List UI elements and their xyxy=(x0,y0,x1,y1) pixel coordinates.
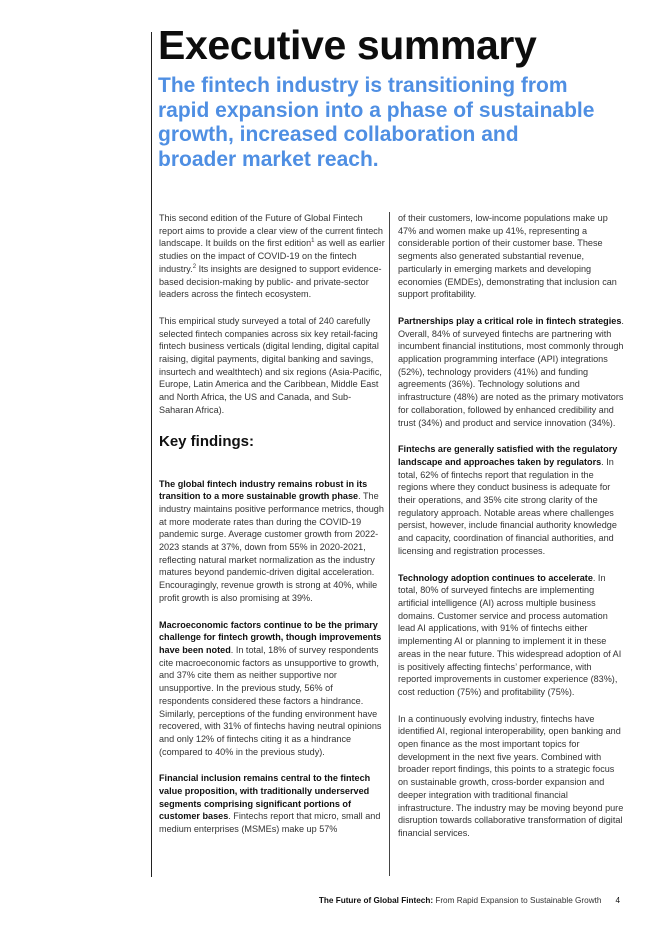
finding-partnerships: Partnerships play a critical role in fintech strategies. Overall, 84% of surveyed fintechs are partnering with incumbent financial institutions, most commonly through application programming interface (API) integrations (52%), technology providers (41%) and funding agreements (36%). Technology solutions and infrastructure (48%) are noted as the primary motivators for collaboration, followed by enhanced credibility and trust (34%) and product and service innovation (34%). xyxy=(398,315,624,428)
finding-regulation: Fintechs are generally satisfied with the regulatory landscape and approaches taken by regulators. In total, 62% of fintechs report that regulation in the regions where they conduct business is adequate for their operations, and 35% cite strong clarity of the regulatory approach. Notable areas where challenges persist, however, include financial authority knowledge and capacity, coordination of financial authorities, and licensing and registration processes. xyxy=(398,444,618,556)
column-divider xyxy=(389,212,390,876)
intro-paragraph-2: This empirical study surveyed a total of 240 carefully selected fintech companies across six key retail-facing fintech business verticals (digital lending, digital capital raising, digital payments, digital banking and savings, insurtech and wealthtech) and six regions (Asia-Pacific, Europe, Latin America and the Caribbean, Middle East and North Africa, the US and Canada, and Sub-Saharan Africa). xyxy=(159,315,382,415)
intro-paragraph-1: This second edition of the Future of Global Fintech report aims to provide a clear view of the current fintech landscape. It builds on the first edition$^1$ as well as earlier studies on the impact of COVID-19 on the fintech industry.$^2$ Its insights are designed to support evidence-based decision-making by public- and private-sector leaders across the fintech ecosystem. xyxy=(159,213,385,300)
finding-technology: Technology adoption continues to accelerate. In total, 80% of surveyed fintechs are implementing artificial intelligence (AI) across multiple business domains. Customer service and process automation lead AI applications, with 91% of fintechs either implementing AI or planning to implement it in these areas in the near future. This widespread adoption of AI is positively affecting fintechs’ performance, with reported improvements in customer experience (83%), cost reduction (75%) and profitability (75%). xyxy=(398,572,622,697)
finding-growth: The global fintech industry remains robust in its transition to a more sustainable growth phase. The industry maintains positive performance metrics, though at more moderate rates than during the COVID-19 pandemic surge. Average customer growth from 2022-2023 stands at 37%, down from 55% in 2020-2021, reflecting natural market normalization as the industry matures beyond pandemic-driven digital acceleration. Encouragingly, revenue growth is strong at 40%, while profit growth is also promising at 39%. xyxy=(159,478,384,603)
finding-macroeconomic: Macroeconomic factors continue to be the primary challenge for fintech growth, though improvements have been noted. In total, 18% of survey respondents cite macroeconomic factors as unsupportive to growth, and 37% cite them as neither supportive nor unsupportive. In the previous study, 56% of respondents considered these factors a hindrance. Similarly, perceptions of the funding environment have recovered, with 31% of fintechs having neutral opinions and only 12% of fintechs citing it as a hindrance (compared to 40% in the previous study). xyxy=(159,619,382,757)
page-footer xyxy=(319,896,620,905)
footer-report-title: The Future of Global Fintech: xyxy=(318,896,434,905)
footer-report-subtitle: From Rapid Expansion to Sustainable Growth xyxy=(433,896,602,905)
page-title: Executive summary xyxy=(158,22,537,68)
title-rule xyxy=(151,32,152,877)
key-findings-heading: Key findings: xyxy=(159,432,255,450)
finding-inclusion-continued: of their customers, low-income populations make up 47% and women make up 41%, representing a considerable portion of their customer base. These segments also generated substantial revenue, particularly in emerging markets and developing economies (EMDEs), demonstrating that inclusion can support profitability. xyxy=(398,213,617,300)
left-column xyxy=(159,212,385,850)
right-column xyxy=(398,212,624,854)
footnote-ref-1: 1 xyxy=(311,238,315,245)
footnote-ref-2: 2 xyxy=(192,263,197,270)
finding-inclusion: Financial inclusion remains central to the fintech value proposition, with traditionally underserved segments comprising significant portions of customer bases. Fintechs report that micro, small and medium enterprises (MSMEs) make up 57% xyxy=(159,773,381,835)
closing-paragraph: In a continuously evolving industry, fintechs have identified AI, regional interoperability, open banking and open finance as the most important topics for development in the next five years. Combined with broader report findings, this points to a strategic focus on sustainable growth, cross-border expansion and deeper integration with traditional financial infrastructure. The industry may be moving beyond pure disruption towards collaborative transformation of digital financial services. xyxy=(398,713,624,838)
page-number: 4 xyxy=(615,896,620,905)
page-subtitle: The fintech industry is transitioning from rapid expansion into a phase of sustainable growth, increased collaboration and broader market reach. xyxy=(158,74,595,171)
